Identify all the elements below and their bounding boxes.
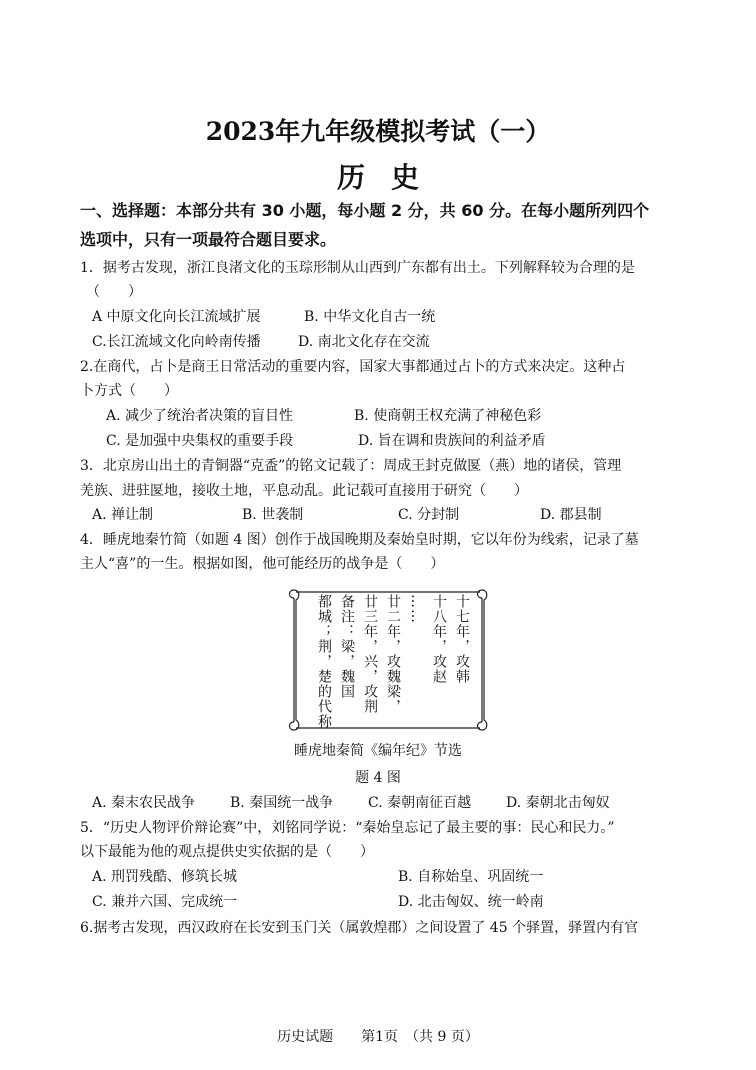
scroll-column-1: 十七年，攻韩 xyxy=(454,594,470,684)
scroll-caption: 睡虎地秦简《编年纪》节选 xyxy=(294,743,462,759)
q1-option-d[interactable]: D. 南北文化存在交流 xyxy=(298,334,430,350)
q2-option-c[interactable]: C. 是加强中央集权的重要手段 xyxy=(106,433,294,449)
q2-option-d[interactable]: D. 旨在调和贵族间的利益矛盾 xyxy=(358,433,546,449)
q5-option-d[interactable]: D. 北击匈奴、统一岭南 xyxy=(398,894,544,910)
q4-stem-line2: 主人“喜”的一生。根据如图，他可能经历的战争是（ ） xyxy=(80,556,445,572)
bamboo-scroll-figure xyxy=(286,588,490,732)
q1-option-a[interactable]: A 中原文化向长江流域扩展 xyxy=(92,309,261,325)
q5-option-a[interactable]: A. 刑罚残酷、修筑长城 xyxy=(92,869,238,885)
scroll-column-4: 廿二年，攻魏梁， xyxy=(385,594,401,714)
q5-stem-line2: 以下最能为他的观点提供史实依据的是（ ） xyxy=(80,844,374,860)
q2-option-a[interactable]: A. 减少了统治者决策的盲目性 xyxy=(106,408,294,424)
q1-stem-line1: 1．据考古发现，浙江良渚文化的玉琮形制从山西到广东都有出土。下列解释较为合理的是 xyxy=(80,260,635,276)
q4-option-a[interactable]: A. 秦末农民战争 xyxy=(92,795,196,811)
q1-option-b[interactable]: B. 中华文化自古一统 xyxy=(304,309,436,325)
q4-option-b[interactable]: B. 秦国统一战争 xyxy=(230,795,334,811)
exam-title: 2023年九年级模拟考试（一） xyxy=(205,117,551,146)
q2-option-b[interactable]: B. 使商朝王权充满了神秘色彩 xyxy=(354,408,542,424)
subject-title: 历史 xyxy=(336,161,445,194)
q4-stem-line1: 4．睡虎地秦竹简（如题 4 图）创作于战国晚期及秦始皇时期，它以年份为线索，记录了墓 xyxy=(80,532,639,548)
q2-stem-line2: 卜方式（ ） xyxy=(80,383,178,399)
q5-stem-line1: 5．“历史人物评价辩论赛”中，刘铭同学说：“秦始皇忘记了最主要的事：民心和民力。” xyxy=(80,820,615,836)
page-footer: 历史试题 第1页 （共 9 页） xyxy=(277,1029,479,1045)
q3-option-c[interactable]: C. 分封制 xyxy=(398,507,460,523)
q3-stem-line2: 羌族、进驻匽地，接收土地，平息动乱。此记载可直接用于研究（ ） xyxy=(80,483,528,499)
q5-option-c[interactable]: C. 兼并六国、完成统一 xyxy=(92,894,238,910)
q3-stem-line1: 3．北京房山出土的青铜器“克盉”的铭文记载了：周成王封克做匽（燕）地的诸侯，管理 xyxy=(80,458,622,474)
scroll-column-2: 十八年，攻赵 xyxy=(431,594,447,684)
q6-stem-line1: 6.据考古发现，西汉政府在长安到玉门关（属敦煌郡）之间设置了 45 个驿置，驿置内有官 xyxy=(80,920,639,936)
scroll-column-3: …… xyxy=(408,594,424,624)
q1-option-c[interactable]: C.长江流域文化向岭南传播 xyxy=(92,334,261,350)
q3-option-d[interactable]: D. 郡县制 xyxy=(540,507,602,523)
q4-option-c[interactable]: C. 秦朝南征百越 xyxy=(368,795,472,811)
figure-label: 题 4 图 xyxy=(355,770,401,786)
scroll-column-5: 廿三年，兴，攻荆 xyxy=(362,594,378,714)
section-instruction-line1: 一、选择题：本部分共有 30 小题，每小题 2 分，共 60 分。在每小题所列四个 xyxy=(80,201,650,220)
q5-option-b[interactable]: B. 自称始皇、巩固统一 xyxy=(398,869,544,885)
scroll-column-6: 备注：梁，魏国 xyxy=(339,594,355,699)
scroll-column-7: 都城；荆，楚的代称 xyxy=(316,594,332,729)
q2-stem-line1: 2.在商代，占卜是商王日常活动的重要内容，国家大事都通过占卜的方式来决定。这种占 xyxy=(80,359,626,375)
q3-option-b[interactable]: B. 世袭制 xyxy=(242,507,304,523)
q1-stem-line2: （ ） xyxy=(86,284,142,300)
section-instruction-line2: 选项中，只有一项最符合题目要求。 xyxy=(80,230,337,249)
q3-option-a[interactable]: A. 禅让制 xyxy=(92,507,154,523)
q4-option-d[interactable]: D. 秦朝北击匈奴 xyxy=(506,795,610,811)
